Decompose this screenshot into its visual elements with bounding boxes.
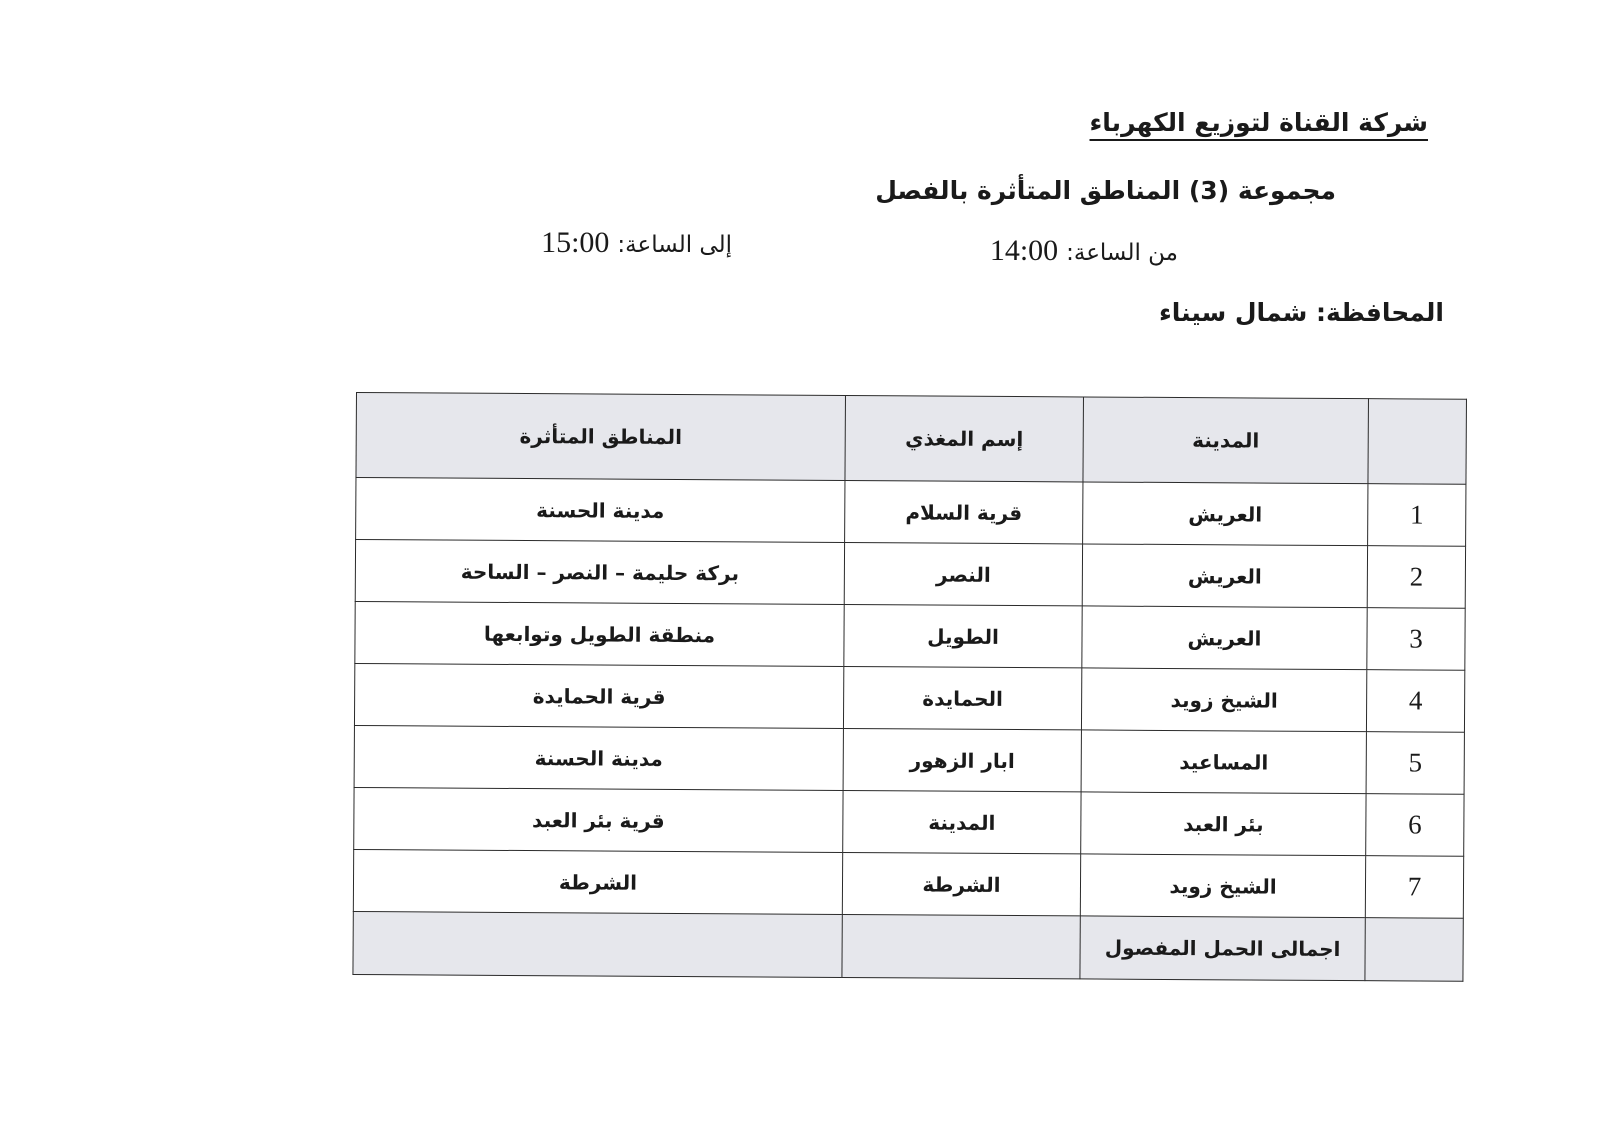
row-areas: قرية الحمايدة: [354, 663, 843, 728]
row-feeder: المدينة: [843, 790, 1081, 853]
table-row: [355, 540, 1465, 609]
row-city: المساعيد: [1081, 730, 1366, 794]
row-feeder: الحمايدة: [843, 666, 1081, 729]
table-header-row: [356, 393, 1466, 485]
time-from: [990, 234, 1178, 268]
governorate: المحافظة: شمال سيناء: [1159, 298, 1444, 327]
table-row: [353, 849, 1463, 918]
row-areas: قرية بئر العبد: [354, 787, 843, 852]
row-feeder: الطويل: [844, 604, 1082, 667]
time-to-label: إلى الساعة:: [617, 232, 732, 258]
affected-areas-table-wrapper: [352, 392, 1466, 982]
total-feeder-cell: [842, 914, 1080, 978]
row-areas: مدينة الحسنة: [356, 478, 845, 543]
total-areas-cell: [353, 911, 842, 977]
row-feeder: النصر: [844, 542, 1082, 605]
affected-areas-table: [352, 392, 1467, 982]
row-number: 2: [1367, 546, 1465, 609]
group-title: مجموعة (3) المناطق المتأثرة بالفصل: [875, 176, 1336, 205]
time-from-label: من الساعة:: [1066, 240, 1178, 266]
header-city: المدينة: [1083, 397, 1369, 484]
row-number: 5: [1366, 732, 1464, 795]
row-areas: الشرطة: [353, 849, 842, 914]
time-from-value: 14:00: [989, 234, 1059, 267]
total-number-cell: [1365, 918, 1463, 982]
company-name: شركة القناة لتوزيع الكهرباء: [1089, 108, 1428, 137]
row-number: 7: [1365, 856, 1463, 919]
row-areas: بركة حليمة – النصر – الساحة: [355, 540, 844, 605]
header-feeder: إسم المغذي: [845, 395, 1084, 481]
table-row: [354, 663, 1464, 732]
row-feeder: قرية السلام: [845, 480, 1083, 543]
time-to-value: 15:00: [541, 226, 610, 259]
table-row: [354, 787, 1464, 856]
row-areas: منطقة الطويل وتوابعها: [355, 601, 844, 666]
row-city: العريش: [1082, 606, 1367, 670]
row-city: الشيخ زويد: [1080, 854, 1365, 918]
row-number: 3: [1367, 608, 1465, 671]
header-areas: المناطق المتأثرة: [356, 393, 846, 481]
row-city: العريش: [1082, 544, 1367, 608]
row-feeder: الشرطة: [842, 852, 1080, 915]
time-to: [541, 226, 732, 260]
row-city: العريش: [1083, 482, 1368, 546]
row-areas: مدينة الحسنة: [354, 725, 843, 790]
table-total-row: [353, 911, 1463, 981]
row-number: 4: [1366, 670, 1464, 733]
row-city: بئر العبد: [1081, 792, 1366, 856]
total-label: اجمالى الحمل المفصول: [1080, 916, 1365, 981]
table-row: [356, 478, 1466, 547]
table-row: [354, 725, 1464, 794]
row-number: 6: [1366, 794, 1464, 857]
row-number: 1: [1368, 484, 1466, 547]
row-city: الشيخ زويد: [1081, 668, 1366, 732]
header-number: [1368, 399, 1467, 485]
table-row: [355, 601, 1465, 670]
row-feeder: ابار الزهور: [843, 728, 1081, 791]
